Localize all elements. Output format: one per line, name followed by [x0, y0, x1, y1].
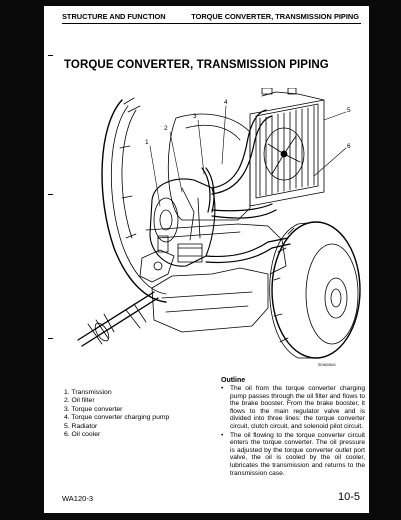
header-topic-title: TORQUE CONVERTER, TRANSMISSION PIPING — [191, 12, 359, 21]
bullet-icon: • — [221, 431, 224, 439]
piping-illustration — [62, 88, 362, 376]
parts-list-item: 2. Oil filter — [64, 397, 95, 405]
page-title: TORQUE CONVERTER, TRANSMISSION PIPING — [64, 59, 329, 71]
margin-tick — [48, 194, 53, 195]
outline-heading: Outline — [221, 377, 246, 384]
radiator-and-fan — [250, 88, 324, 206]
callout-label: 2 — [164, 125, 168, 132]
header-section-title: STRUCTURE AND FUNCTION — [62, 12, 166, 21]
parts-list-item: 6. Oil cooler — [64, 431, 101, 439]
margin-tick — [48, 338, 53, 339]
bullet-icon: • — [221, 385, 224, 392]
transmission-and-converter — [140, 168, 215, 282]
outline-item-text: The oil from the torque converter charging pump passes through the oil filter and flows to the brake booster. From the brake booster, it flows to the main regulator valve and is divided into three lines: the torque converter circuit, clutch circuit, and solenoid pilot circuit. — [230, 385, 365, 430]
header-rule — [62, 23, 361, 24]
hydraulic-hoses — [206, 110, 290, 262]
rear-tire — [270, 222, 360, 358]
parts-list-item: 3. Torque converter — [64, 405, 123, 413]
margin-tick — [48, 55, 53, 56]
outline-section — [221, 377, 365, 478]
outline-item — [221, 432, 365, 478]
callout-label: 3 — [193, 113, 197, 120]
front-tire — [102, 98, 166, 302]
footer-model: WA120-3 — [62, 494, 93, 503]
parts-list-item: 5. Radiator — [64, 422, 98, 430]
leader-lines — [150, 106, 346, 206]
callout-label: 1 — [145, 139, 149, 146]
propeller-shaft — [78, 292, 158, 346]
manual-page — [44, 6, 369, 513]
footer-page-number: 10-5 — [337, 491, 360, 503]
callout-label: 4 — [224, 99, 228, 106]
parts-list-item: 4. Torque converter charging pump — [64, 414, 170, 422]
callout-label: 6 — [347, 143, 351, 150]
parts-list-item: 1. Transmission — [64, 389, 112, 396]
parts-list — [64, 389, 169, 439]
outline-list — [221, 385, 365, 477]
outline-item — [221, 385, 365, 431]
outline-item-text: The oil flowing to the torque converter circuit enters the torque converter. The oil pressure is adjusted by the torque converter outlet port valve, the oil is cooled by the oil cooler, lubricates the transmission and returns to the transmission case. — [230, 431, 365, 477]
callout-label: 5 — [347, 107, 351, 114]
figure-code: SDW00641 — [318, 363, 336, 367]
